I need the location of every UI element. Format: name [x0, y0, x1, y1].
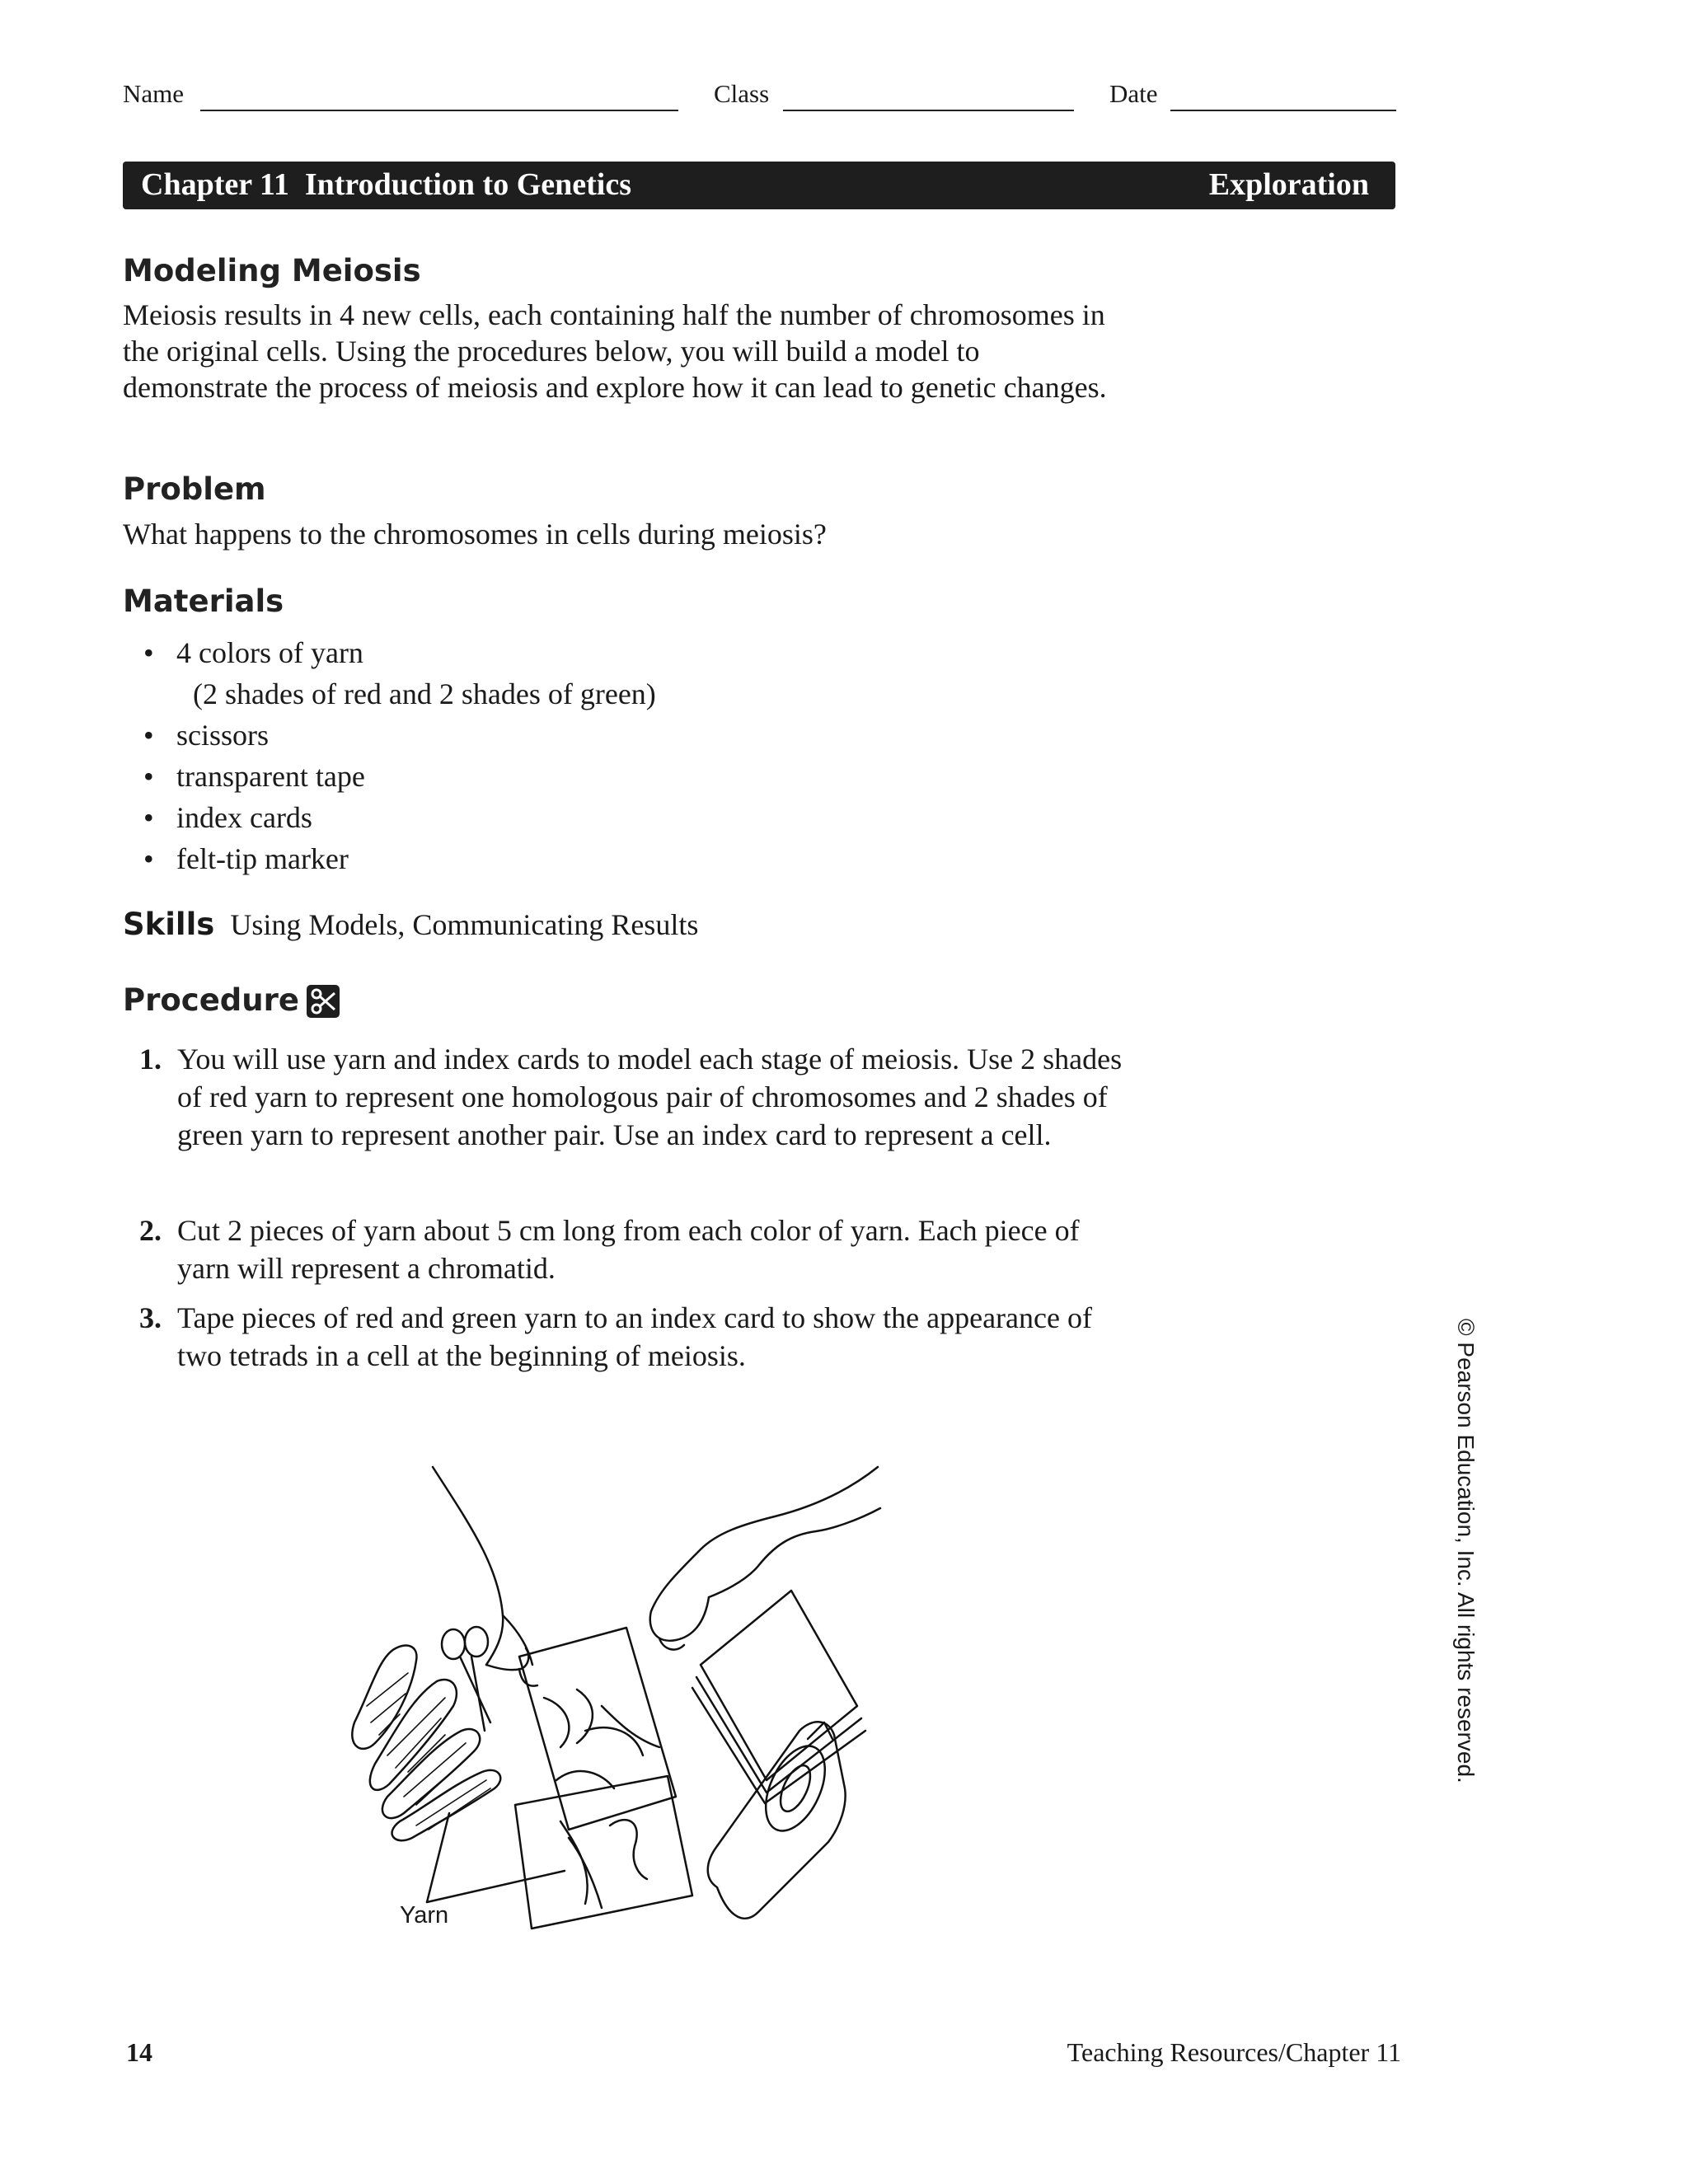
procedure-heading: Procedure — [123, 982, 299, 1018]
meiosis-materials-illustration — [330, 1459, 907, 1953]
chapter-title: Chapter 11 Introduction to Genetics — [141, 167, 631, 202]
skills-line — [123, 907, 698, 942]
figure-label-yarn: Yarn — [400, 1902, 449, 1929]
copyright-side-note-box — [1451, 1319, 1479, 1783]
footer-source: Teaching Resources/Chapter 11 — [1067, 2037, 1401, 2067]
scissors — [442, 1629, 465, 1659]
problem-heading: Problem — [123, 471, 266, 507]
material-item: • index cards — [143, 801, 312, 834]
date-field-line[interactable] — [1170, 110, 1396, 111]
tape-dispenser — [708, 1722, 846, 1918]
scissors-safety-icon — [307, 985, 340, 1018]
index-card-stack — [701, 1591, 857, 1780]
skills-label: Skills — [123, 907, 215, 942]
skills-text: Using Models, Communicating Results — [230, 908, 699, 941]
intro-heading: Modeling Meiosis — [123, 253, 421, 288]
intro-text: Meiosis results in 4 new cells, each containing half the number of chromosomes in the original cells. Using the procedures below, you will build a model to demonstrate the process of meiosis and explore how it can lead to genetic changes. — [123, 298, 1107, 404]
material-item: • 4 colors of yarn — [143, 636, 363, 669]
name-field-line[interactable] — [200, 110, 678, 111]
class-label: Class — [714, 79, 770, 108]
chapter-banner — [123, 162, 1395, 209]
copyright-side-note: © Pearson Education, Inc. All rights reserved. — [1453, 1319, 1479, 1783]
material-item: • felt-tip marker — [143, 842, 349, 875]
right-arm-outline — [651, 1467, 878, 1611]
page-number: 14 — [126, 2037, 152, 2067]
yarn-skein — [352, 1645, 416, 1748]
name-label: Name — [123, 79, 185, 108]
class-field-line[interactable] — [783, 110, 1074, 111]
material-item: • scissors — [143, 719, 270, 752]
materials-heading: Materials — [123, 583, 284, 619]
material-item-note: (2 shades of red and 2 shades of green) — [193, 677, 656, 710]
material-item: • transparent tape — [143, 760, 365, 793]
problem-text: What happens to the chromosomes in cells during meiosis? — [123, 518, 827, 551]
date-label: Date — [1109, 79, 1158, 108]
activity-type: Exploration — [1208, 167, 1369, 202]
